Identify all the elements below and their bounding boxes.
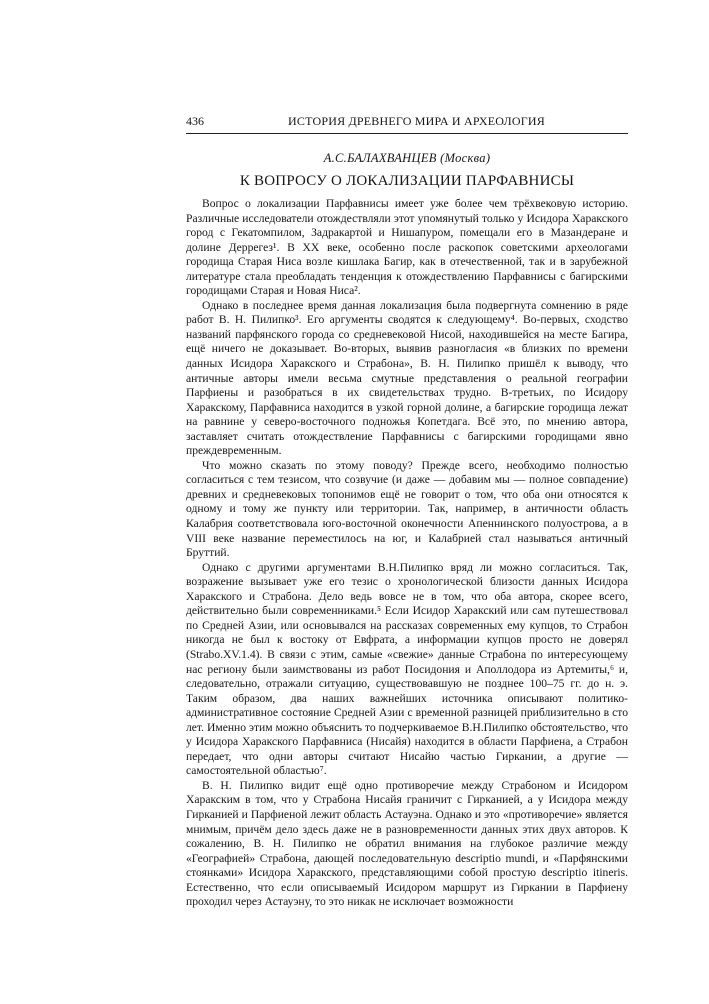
- article-author: А.С.БАЛАХВАНЦЕВ (Москва): [323, 151, 491, 165]
- paragraph: Вопрос о локализации Парфавнисы имеет уже более чем трёхвековую историю. Различные исследователи отождествляли этот упомянутый только у Исидора Харакского город с Гекатомпилом, Задракартой и Нишапуром, помещали его в Мазандеране и долине Деррегез¹. В XX веке, особенно после раскопок советскими археологами городища Старая Ниса возле кишлака Багир, как в отечественной, так и в зарубежной литературе стала преобладать тенденция к отождествлению Парфавнисы с багирскими городищами Старая и Новая Ниса².: [186, 197, 628, 298]
- paragraph: Однако в последнее время данная локализация была подвергнута сомнению в ряде работ В. Н. Пилипко³. Его аргументы сводятся к следующему⁴. Во-первых, сходство названий парфянского города со средневековой Нисой, находившейся на месте Багира, ещё ничего не доказывает. Во-вторых, выявив разногласия «в близких по времени данных Исидора Харакского и Страбона», В. Н. Пилипко пришёл к выводу, что античные авторы имели весьма смутные представления о реальной географии Парфиены и разобраться в их свидетельствах трудно. В-третьих, по Исидору Харакскому, Парфавниса находится в узкой горной долине, а багирские городища лежат на равнине у северо-восточного подножья Копетдага. Всё это, по мнению автора, заставляет считать отождествление Парфавнисы с багирскими городищами явно преждевременным.: [186, 298, 628, 458]
- header-rule: [186, 133, 628, 134]
- running-title: ИСТОРИЯ ДРЕВНЕГО МИРА И АРХЕОЛОГИЯ: [288, 114, 545, 128]
- paragraph: В. Н. Пилипко видит ещё одно противоречие между Страбоном и Исидором Харакским в том, что у Страбона Нисайя граничит с Гирканией, а у Исидора между Гирканией и Парфиеной лежит область Астауэна. Однако и это «противоречие» является мнимым, причём дело здесь даже не в разновременности данных этих двух авторов. К сожалению, В. Н. Пилипко не обратил внимания на глубокое различие между «Географией» Страбона, дающей последовательную descriptio mundi, и «Парфянскими стоянками» Исидора Харакского, представляющими собой простую descriptio itineris. Естественно, что если описываемый Исидором маршрут из Гиркании в Парфиену проходил через Астауэну, то это никак не исключает возможности: [186, 778, 628, 909]
- article-body: [186, 197, 628, 909]
- article-title: К ВОПРОСУ О ЛОКАЛИЗАЦИИ ПАРФАВНИСЫ: [239, 173, 575, 189]
- page-header: [186, 112, 627, 130]
- paragraph: Что можно сказать по этому поводу? Прежде всего, необходимо полностью согласиться с тем тезисом, что созвучие (и даже — добавим мы — полное совпадение) древних и средневековых топонимов ещё не говорит о том, что оба они относятся к одному и тому же пункту или территории. Так, например, в античности область Калабрия соответствовала юго-восточной оконечности Апеннинского полуострова, а в VIII веке название переместилось на юг, и Калабрией стал называться античный Бруттий.: [186, 458, 628, 560]
- paragraph: Однако с другими аргументами В.Н.Пилипко вряд ли можно согласиться. Так, возражение вызывает уже его тезис о хронологической близости данных Исидора Харакского и Страбона. Дело ведь вовсе не в том, что оба автора, скорее всего, действительно были современниками.⁵ Если Исидор Харакский или сам путешествовал по Средней Азии, или основывался на рассказах современных ему купцов, то Страбон никогда не был к востоку от Евфрата, а информации купцов просто не доверял (Strabo.XV.1.4). В связи с этим, самые «свежие» данные Страбона по интересующему нас региону были заимствованы из работ Посидония и Аполлодора из Артемиты,⁶ и, следовательно, отражали ситуацию, существовавшую не позднее 100–75 гг. до н. э. Таким образом, два наших важнейших источника описывают политико-административное состояние Средней Азии с временной разницей приблизительно в сто лет. Именно этим можно объяснить то подчеркиваемое В.Н.Пилипко обстоятельство, что у Исидора Харакского Парфавниса (Нисайя) находится в области Парфиена, а Страбон передает, что одни авторы считают Нисайю частью Гиркании, а другие — самостоятельной областью⁷.: [186, 560, 628, 778]
- page-number: 436: [186, 114, 204, 128]
